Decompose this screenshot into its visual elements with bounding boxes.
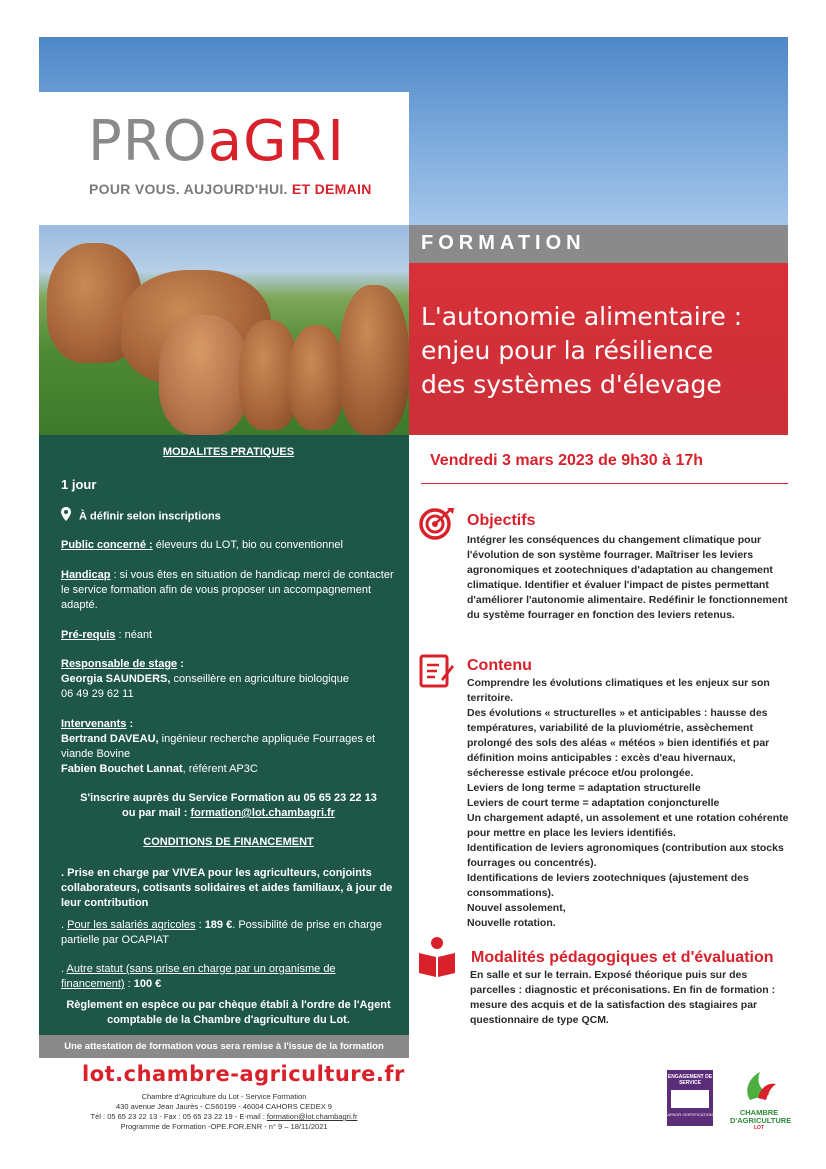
footer-address: Chambre d'Agriculture du Lot - Service Formation 430 avenue Jean Jaurès - CS60199 - 46004 CAHORS CEDEX 9 Tél : 05 65 23 22 13 - Fax : 05 65 23 22 19 - E-mail : formation@lot.chambagri.fr Programme de Formation -OPE.FOR.ENR - n° 9 – 18/11/2021 bbox=[90, 1092, 358, 1131]
contenu-line: Un chargement adapté, un assolement et une rotation cohérente pour mettre en place les leviers identifiés. bbox=[467, 812, 789, 839]
chambre-agriculture-logo: CHAMBRE D'AGRICULTURE LOT bbox=[730, 1068, 788, 1134]
website-link[interactable]: lot.chambre-agriculture.fr bbox=[82, 1062, 405, 1086]
contenu-line: Identifications de leviers zootechniques (ajustement des consommations). bbox=[467, 872, 749, 899]
inscription-email-link[interactable]: formation@lot.chambagri.fr bbox=[190, 807, 336, 819]
financement-autre: . Autre statut (sans prise en charge par un organisme de financement) : 100 € bbox=[61, 963, 336, 990]
target-icon bbox=[418, 506, 456, 545]
contenu-line: Identification de leviers agronomiques (contribution aux stocks fourrages ou concentrés). bbox=[467, 842, 784, 869]
modalites-pratiques-title: MODALITES PRATIQUES bbox=[162, 446, 295, 458]
contenu-line: Nouvelle rotation. bbox=[467, 917, 556, 929]
public-concerne: Public concerné : éleveurs du LOT, bio ou conventionnel bbox=[61, 539, 343, 551]
session-date: Vendredi 3 mars 2023 de 9h30 à 17h bbox=[430, 452, 704, 469]
intervenants: Intervenants : Bertrand DAVEAU, ingénieur recherche appliquée Fourrages et viande Bovine Fabien Bouchet Lannat, référent AP3C bbox=[61, 718, 376, 775]
financement-title: CONDITIONS DE FINANCEMENT bbox=[143, 836, 314, 848]
modalites-pedago-text: En salle et sur le terrain. Exposé théorique puis sur des parcelles : diagnostic et préconisations. En fin de formation : mesure des acquis et de la satisfaction des stagiaires par questionnaire de type QCM. bbox=[470, 969, 776, 1026]
map-pin-icon bbox=[61, 507, 71, 526]
attestation-bar: Une attestation de formation vous sera remise à l'issue de la formation bbox=[39, 1035, 409, 1058]
proagri-logo: PROaGRI bbox=[88, 109, 345, 174]
objectifs-title: Objectifs bbox=[467, 512, 536, 529]
duration: 1 jour bbox=[61, 477, 97, 492]
contenu-line: Nouvel assolement, bbox=[467, 902, 566, 914]
logo-tagline: POUR VOUS. AUJOURD'HUI. ET DEMAIN bbox=[89, 181, 372, 197]
contenu-line: Leviers de long terme = adaptation structurelle bbox=[467, 782, 701, 794]
financement-salaries: . Pour les salariés agricoles : 189 €. Possibilité de prise en charge partielle par OCAPIAT bbox=[61, 919, 383, 946]
contenu-line: Leviers de court terme = adaptation conjoncturelle bbox=[467, 797, 720, 809]
prerequis: Pré-requis : néant bbox=[61, 629, 153, 641]
formation-label: FORMATION bbox=[421, 232, 586, 254]
objectifs-text: Intégrer les conséquences du changement climatique pour l'évolution de son système fourrager. Maîtriser les leviers agronomiques et zootechniques d'adaptation au changement climatique. Identifier et évaluer l'impact de pistes permettant d'améliorer l'autonomie alimentaire. Redéfinir le fonctionnement du système fourrager en fonction des leviers retenus. bbox=[467, 534, 788, 621]
contenu-list bbox=[467, 676, 789, 931]
financement-vivea: . Prise en charge par VIVEA pour les agriculteurs, conjoints collaborateurs, cotisants solidaires et aides familiaux, à jour de leur contribution bbox=[61, 867, 393, 909]
date-divider bbox=[421, 483, 788, 484]
contenu-title: Contenu bbox=[467, 657, 532, 674]
reglement-info: Règlement en espèce ou par chèque établi à l'ordre de l'Agent comptable de la Chambre d'agriculture du Lot. bbox=[66, 999, 391, 1026]
cows-photo bbox=[39, 225, 409, 435]
inscription-info: S'inscrire auprès du Service Formation au 05 65 23 22 13 ou par mail : formation@lot.chambagri.fr bbox=[80, 792, 377, 819]
afnor-badge: ENGAGEMENT DE SERVICE AFNOR CERTIFICATION bbox=[667, 1070, 713, 1126]
checklist-icon bbox=[419, 653, 455, 694]
handicap-info: Handicap : si vous êtes en situation de handicap merci de contacter le service formation afin de vous proposer un accompagnement adapté. bbox=[61, 569, 394, 611]
contenu-line: Comprendre les évolutions climatiques et les enjeux sur son territoire. bbox=[467, 677, 770, 704]
reader-icon bbox=[417, 935, 457, 984]
location-row: À définir selon inscriptions bbox=[61, 507, 396, 526]
responsable-stage: Responsable de stage : Georgia SAUNDERS, conseillère en agriculture biologique 06 49 29 62 11 bbox=[61, 658, 349, 700]
page-title: L'autonomie alimentaire : enjeu pour la résilience des systèmes d'élevage bbox=[421, 302, 743, 399]
practical-info-panel bbox=[39, 435, 409, 1035]
footer-email-link[interactable]: formation@lot.chambagri.fr bbox=[266, 1112, 358, 1121]
contenu-line: Des évolutions « structurelles » et anticipables : hausse des températures, variabilité de la pluviométrie, assèchement prolongé des sols des aléas « météos » bien identifiés et par définition moins anticipables : excès d'eau hivernaux, sécheresse estivale précoce et/ou prolongée. bbox=[467, 707, 770, 779]
modalites-pedago-title: Modalités pédagogiques et d'évaluation bbox=[471, 949, 774, 966]
